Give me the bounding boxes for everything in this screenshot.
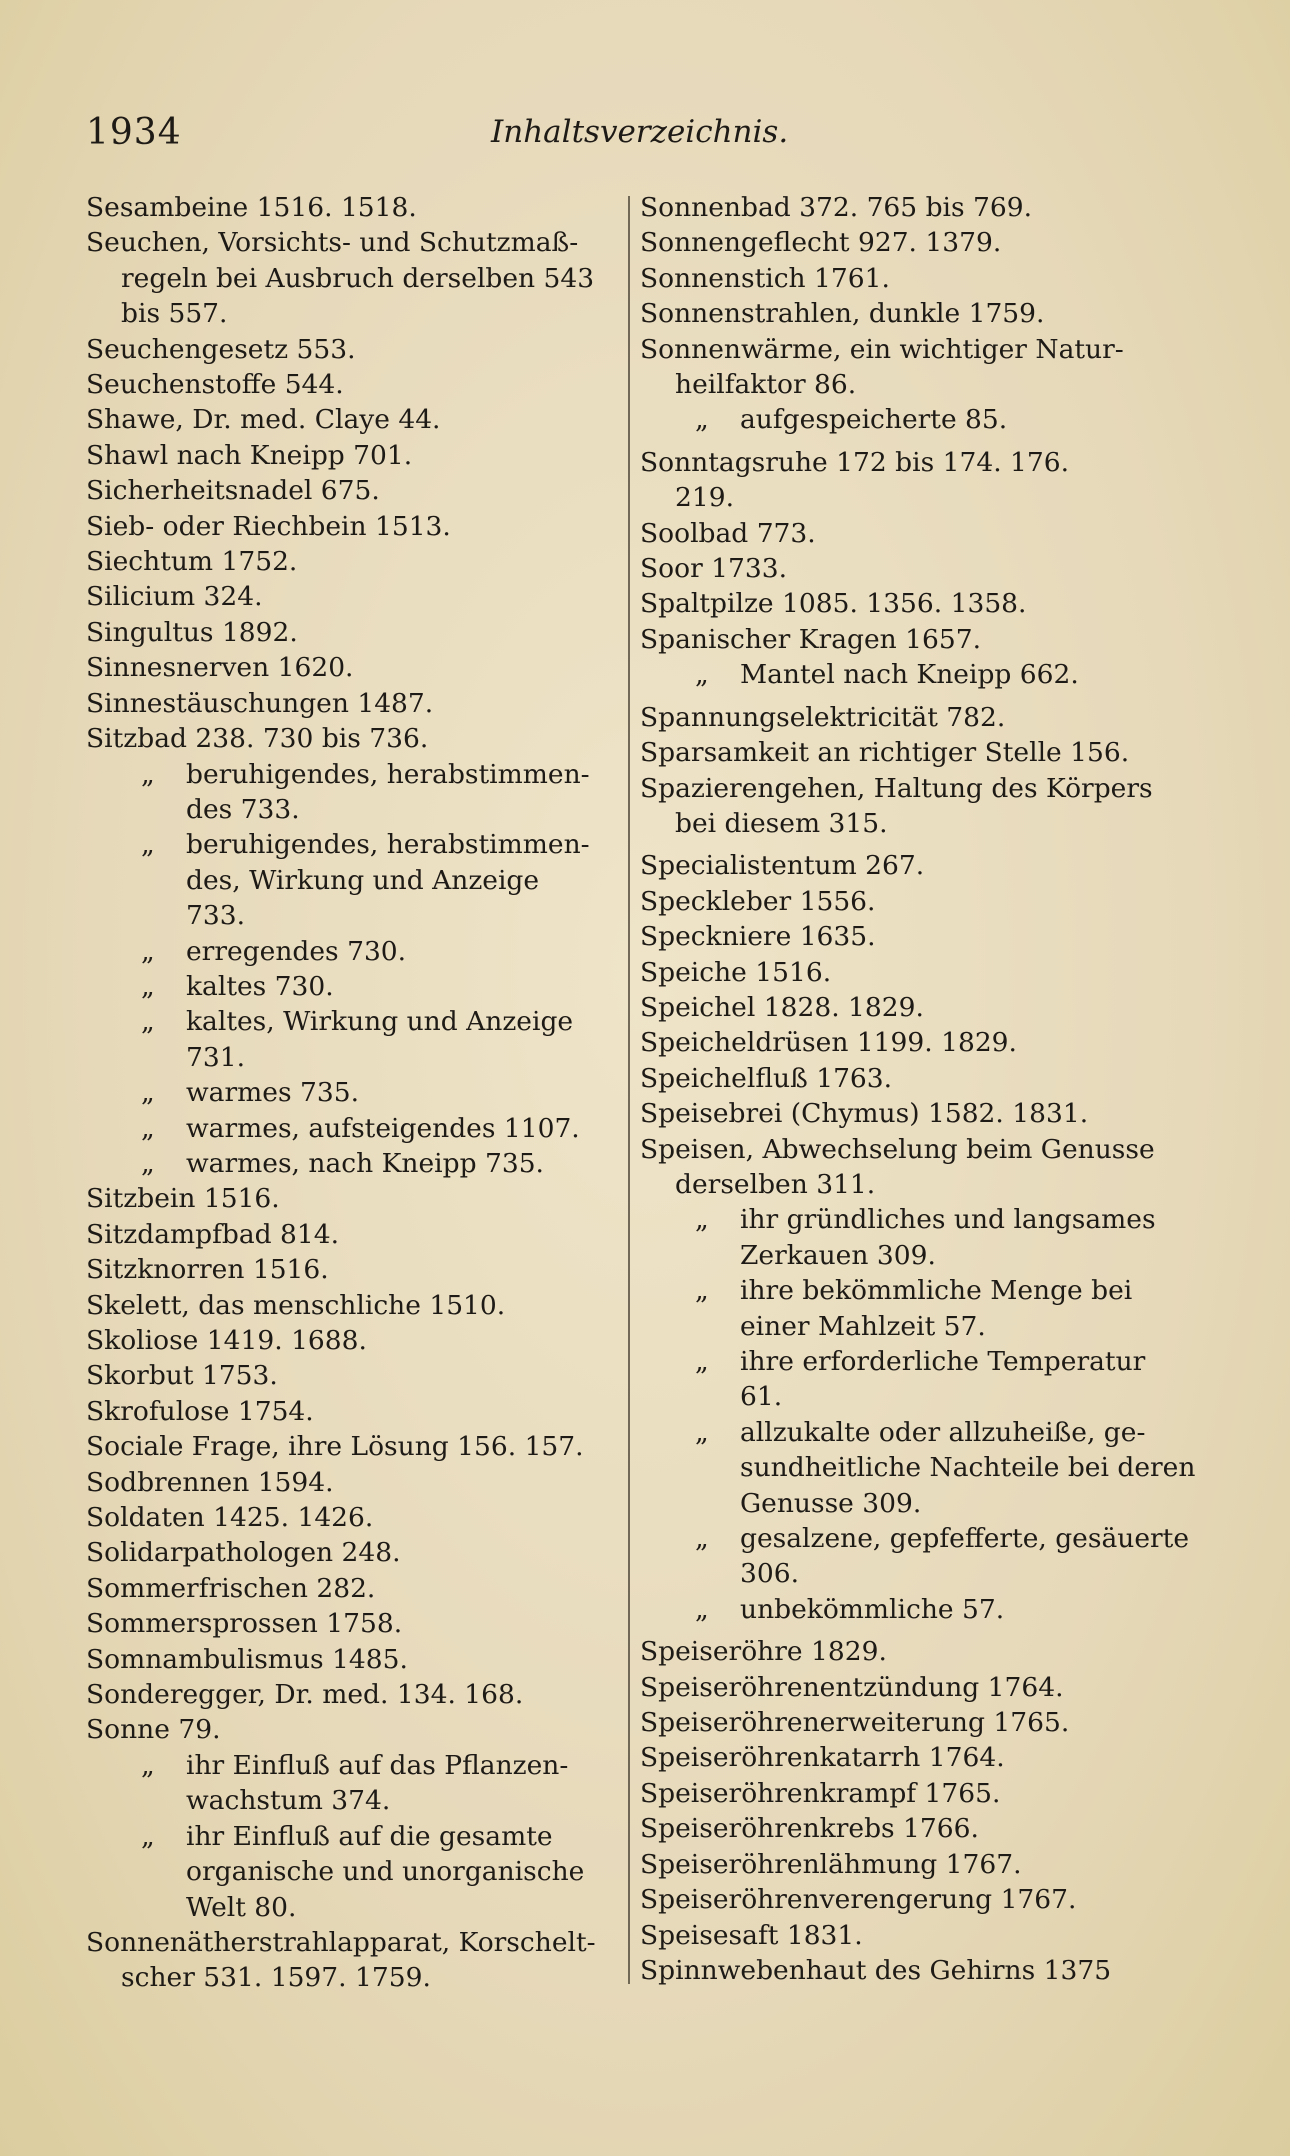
- index-entry: [86, 1040, 616, 1075]
- index-entry: [640, 261, 1175, 296]
- entry-text: Speichelfluß 1763.: [640, 1062, 893, 1094]
- index-entry: [86, 1890, 616, 1925]
- index-entry: [86, 898, 616, 933]
- index-entry: [640, 1918, 1175, 1953]
- entry-text: Sitzbad 238. 730 bis 736.: [86, 723, 429, 755]
- entry-text: Speiseröhrenkrebs 1766.: [640, 1813, 979, 1845]
- index-entry: [640, 1592, 1175, 1627]
- index-entry: [640, 296, 1175, 331]
- entry-text: Speisebrei (Chymus) 1582. 1831.: [640, 1098, 1089, 1130]
- page-header: [86, 112, 1216, 162]
- entry-text: einer Mahlzeit 57.: [740, 1310, 986, 1342]
- entry-text: Sonnenbad 372. 765 bis 769.: [640, 192, 1033, 223]
- entry-text: Speisesaft 1831.: [640, 1919, 863, 1951]
- entry-text: 219.: [675, 482, 735, 514]
- entry-text: Sonnengeflecht 927. 1379.: [640, 227, 1002, 259]
- index-entry: [86, 1925, 616, 1960]
- entry-text: gesalzene, gepfefferte, gesäuerte: [740, 1523, 1190, 1555]
- index-entry: [640, 955, 1175, 990]
- entry-text: Speiche 1516.: [640, 956, 832, 988]
- entry-text: aufgespeicherte 85.: [740, 404, 1008, 436]
- entry-gap: [640, 438, 1175, 445]
- index-entry: [640, 190, 1175, 225]
- entry-text: Soor 1733.: [640, 553, 788, 585]
- entry-text: Spazierengehen, Haltung des Körpers: [640, 772, 1153, 804]
- entry-text: Spannungselektricität 782.: [640, 701, 1006, 733]
- index-entry: [640, 657, 1175, 692]
- entry-text: Somnambulismus 1485.: [86, 1643, 408, 1675]
- entry-text: Soolbad 773.: [640, 517, 816, 549]
- index-entry: [86, 296, 616, 331]
- index-entry: [86, 1783, 616, 1818]
- entry-text: Speiseröhre 1829.: [640, 1636, 887, 1668]
- index-entry: [86, 1819, 616, 1854]
- index-entry: [640, 1847, 1175, 1882]
- entry-text: Spinnwebenhaut des Gehirns 1375: [640, 1954, 1112, 1986]
- entry-text: Speiseröhrenkatarrh 1764.: [640, 1742, 1005, 1774]
- entry-text: Specialistentum 267.: [640, 850, 925, 882]
- index-entry: [86, 1358, 616, 1393]
- entry-text: Welt 80.: [186, 1891, 297, 1923]
- index-entry: [86, 1535, 616, 1570]
- ditto-mark: „: [141, 935, 155, 967]
- entry-text: Sitzknorren 1516.: [86, 1254, 329, 1286]
- index-column-left: [86, 190, 616, 1996]
- index-entry: [86, 1500, 616, 1535]
- entry-text: Solidarpathologen 248.: [86, 1537, 401, 1569]
- entry-gap: [640, 693, 1175, 700]
- index-entry: [86, 863, 616, 898]
- entry-text: allzukalte oder allzuheiße, ge-: [740, 1416, 1146, 1448]
- entry-text: Sodbrennen 1594.: [86, 1466, 334, 1498]
- ditto-mark: „: [141, 1006, 155, 1038]
- entry-text: Sitzdampfbad 814.: [86, 1218, 340, 1250]
- index-entry: [640, 1882, 1175, 1917]
- index-entry: [640, 1415, 1175, 1450]
- ditto-mark: „: [141, 1112, 155, 1144]
- entry-text: Speisen, Abwechselung beim Genusse: [640, 1133, 1155, 1165]
- index-entry: [86, 1465, 616, 1500]
- entry-text: Sicherheitsnadel 675.: [86, 475, 380, 507]
- entry-text: Sonnenwärme, ein wichtiger Natur-: [640, 333, 1124, 365]
- entry-text: Seuchenstoffe 544.: [86, 369, 344, 401]
- entry-text: Spaltpilze 1085. 1356. 1358.: [640, 588, 1027, 620]
- index-entry: [86, 1712, 616, 1747]
- entry-text: Speichel 1828. 1829.: [640, 991, 924, 1023]
- entry-text: Sommerfrischen 282.: [86, 1572, 376, 1604]
- index-entry: [640, 1705, 1175, 1740]
- index-column-right: [640, 190, 1196, 1988]
- entry-text: Sparsamkeit an richtiger Stelle 156.: [640, 737, 1130, 769]
- index-entry: [86, 650, 616, 685]
- index-entry: [640, 1096, 1175, 1131]
- entry-text: Sinnestäuschungen 1487.: [86, 687, 434, 719]
- index-entry: [86, 1288, 616, 1323]
- entry-text: Skoliose 1419. 1688.: [86, 1325, 367, 1356]
- index-entry: [86, 1748, 616, 1783]
- index-entry: [86, 1075, 616, 1110]
- index-entry: [640, 402, 1175, 437]
- index-entry: [86, 1642, 616, 1677]
- entry-text: Sieb- oder Riechbein 1513.: [86, 510, 451, 542]
- entry-text: Silicium 324.: [86, 581, 263, 613]
- index-entry: [86, 757, 616, 792]
- index-entry: [86, 615, 616, 650]
- index-entry: [86, 969, 616, 1004]
- entry-text: Sitzbein 1516.: [86, 1183, 280, 1215]
- entry-text: beruhigendes, herabstimmen-: [186, 758, 590, 790]
- index-entry: [86, 1252, 616, 1287]
- entry-text: des, Wirkung und Anzeige: [186, 864, 540, 896]
- entry-text: Sesambeine 1516. 1518.: [86, 192, 417, 223]
- index-entry: [86, 1323, 616, 1358]
- index-entry: [640, 700, 1175, 735]
- entry-text: Sommersprossen 1758.: [86, 1608, 403, 1640]
- index-entry: [86, 1181, 616, 1216]
- ditto-mark: „: [141, 1147, 155, 1179]
- index-entry: [640, 480, 1175, 515]
- index-entry: [640, 1670, 1175, 1705]
- index-entry: [640, 516, 1175, 551]
- index-entry: [640, 1309, 1175, 1344]
- entry-text: 61.: [740, 1381, 783, 1413]
- index-entry: [86, 438, 616, 473]
- ditto-mark: „: [141, 1077, 155, 1109]
- index-entry: [640, 1202, 1175, 1237]
- index-entry: [86, 1854, 616, 1889]
- ditto-mark: „: [141, 829, 155, 861]
- index-entry: [86, 1004, 616, 1039]
- entry-text: Sonntagsruhe 172 bis 174. 176.: [640, 446, 1070, 478]
- entry-text: Mantel nach Kneipp 662.: [740, 659, 1079, 691]
- index-entry: [86, 1111, 616, 1146]
- index-entry: [640, 806, 1175, 841]
- entry-text: Skelett, das menschliche 1510.: [86, 1289, 506, 1321]
- entry-text: Speiseröhrenkrampf 1765.: [640, 1777, 1001, 1809]
- entry-text: 306.: [740, 1558, 800, 1590]
- index-entry: [86, 1960, 616, 1995]
- entry-text: ihr gründliches und langsames: [740, 1204, 1156, 1236]
- entry-text: kaltes 730.: [186, 970, 334, 1002]
- ditto-mark: „: [141, 1820, 155, 1852]
- entry-text: Speiseröhrenverengerung 1767.: [640, 1884, 1077, 1916]
- index-entry: [640, 884, 1175, 919]
- entry-text: bei diesem 315.: [675, 807, 888, 839]
- entry-text: sundheitliche Nachteile bei deren: [740, 1452, 1196, 1484]
- entry-text: erregendes 730.: [186, 935, 407, 967]
- entry-text: 731.: [186, 1041, 246, 1073]
- entry-text: ihre bekömmliche Menge bei: [740, 1275, 1133, 1307]
- entry-text: warmes 735.: [186, 1077, 359, 1109]
- ditto-mark: „: [695, 659, 709, 691]
- entry-text: Soldaten 1425. 1426.: [86, 1502, 374, 1534]
- index-entry: [640, 367, 1175, 402]
- entry-text: Seuchengesetz 553.: [86, 333, 356, 365]
- index-entry: [86, 402, 616, 437]
- entry-text: Sonnenstich 1761.: [640, 262, 890, 294]
- entry-text: Shawe, Dr. med. Claye 44.: [86, 404, 441, 436]
- index-entry: [86, 721, 616, 756]
- entry-text: Siechtum 1752.: [86, 546, 298, 578]
- index-entry: [640, 445, 1175, 480]
- ditto-mark: „: [695, 1523, 709, 1555]
- entry-text: Sonne 79.: [86, 1714, 221, 1746]
- entry-text: wachstum 374.: [186, 1785, 391, 1817]
- index-entry: [86, 473, 616, 508]
- entry-text: beruhigendes, herabstimmen-: [186, 829, 590, 861]
- ditto-mark: „: [141, 758, 155, 790]
- index-entry: [640, 1740, 1175, 1775]
- entry-text: Sociale Frage, ihre Lösung 156. 157.: [86, 1431, 584, 1463]
- ditto-mark: „: [695, 1275, 709, 1307]
- ditto-mark: „: [695, 1204, 709, 1236]
- index-entry: [640, 1273, 1175, 1308]
- index-entry: [86, 1217, 616, 1252]
- index-entry: [640, 1379, 1175, 1414]
- column-divider: [628, 196, 630, 1984]
- index-entry: [86, 792, 616, 827]
- entry-text: heilfaktor 86.: [675, 369, 857, 401]
- entry-text: 733.: [186, 900, 246, 932]
- index-entry: [640, 1486, 1175, 1521]
- entry-text: Sonnenätherstrahlapparat, Korschelt-: [86, 1926, 596, 1958]
- entry-text: Speckniere 1635.: [640, 921, 876, 953]
- index-entry: [86, 544, 616, 579]
- entry-text: ihre erforderliche Temperatur: [740, 1346, 1146, 1377]
- index-entry: [640, 848, 1175, 883]
- entry-text: Speckleber 1556.: [640, 885, 876, 917]
- entry-text: ihr Einfluß auf die gesamte: [186, 1820, 553, 1852]
- entry-text: Speiseröhrenentzündung 1764.: [640, 1671, 1064, 1703]
- index-entry: [640, 1238, 1175, 1273]
- entry-text: organische und unorganische: [186, 1856, 585, 1888]
- page-number: 1934: [86, 112, 182, 153]
- entry-text: regeln bei Ausbruch derselben 543: [121, 262, 595, 294]
- entry-text: scher 531. 1597. 1759.: [121, 1962, 431, 1994]
- index-entry: [86, 1677, 616, 1712]
- index-entry: [86, 367, 616, 402]
- index-entry: [640, 735, 1175, 770]
- index-entry: [640, 1167, 1175, 1202]
- index-entry: [640, 1953, 1175, 1988]
- entry-text: Shawl nach Kneipp 701.: [86, 439, 413, 471]
- index-entry: [640, 1811, 1175, 1846]
- index-entry: [640, 1061, 1175, 1096]
- index-entry: [86, 934, 616, 969]
- ditto-mark: „: [695, 1346, 709, 1377]
- index-entry: [640, 1450, 1196, 1485]
- entry-gap: [640, 1627, 1175, 1634]
- index-entry: [640, 1132, 1175, 1167]
- index-entry: [640, 622, 1175, 657]
- entry-text: des 733.: [186, 793, 300, 825]
- entry-text: warmes, nach Kneipp 735.: [186, 1147, 544, 1179]
- entry-text: warmes, aufsteigendes 1107.: [186, 1112, 580, 1144]
- ditto-mark: „: [695, 404, 709, 436]
- index-entry: [640, 1634, 1175, 1669]
- index-entry: [640, 225, 1175, 260]
- entry-text: Genusse 309.: [740, 1487, 922, 1519]
- index-entry: [86, 1571, 616, 1606]
- index-entry: [640, 551, 1175, 586]
- index-entry: [86, 1146, 616, 1181]
- index-entry: [640, 1025, 1175, 1060]
- entry-text: Speicheldrüsen 1199. 1829.: [640, 1027, 1017, 1059]
- entry-text: Singultus 1892.: [86, 616, 298, 648]
- entry-text: ihr Einfluß auf das Pflanzen-: [186, 1749, 569, 1781]
- index-entry: [640, 1521, 1190, 1556]
- index-entry: [640, 1776, 1175, 1811]
- entry-gap: [640, 841, 1175, 848]
- index-entry: [86, 1606, 616, 1641]
- entry-text: Skorbut 1753.: [86, 1360, 278, 1392]
- entry-text: unbekömmliche 57.: [740, 1593, 1005, 1625]
- index-entry: [86, 509, 616, 544]
- ditto-mark: „: [141, 1749, 155, 1781]
- entry-text: Sonderegger, Dr. med. 134. 168.: [86, 1679, 524, 1711]
- index-entry: [640, 990, 1175, 1025]
- entry-text: Speiseröhrenlähmung 1767.: [640, 1848, 1022, 1880]
- entry-text: Skrofulose 1754.: [86, 1395, 314, 1427]
- index-entry: [86, 686, 616, 721]
- ditto-mark: „: [141, 970, 155, 1002]
- index-entry: [86, 1429, 616, 1464]
- index-entry: [86, 190, 616, 225]
- entry-text: bis 557.: [121, 298, 228, 330]
- index-entry: [640, 919, 1175, 954]
- index-entry: [640, 771, 1175, 806]
- index-entry: [640, 1344, 1175, 1379]
- entry-text: Sinnesnerven 1620.: [86, 652, 354, 684]
- running-title: Inhaltsverzeichnis.: [491, 114, 789, 150]
- index-entry: [640, 332, 1175, 367]
- entry-text: Spanischer Kragen 1657.: [640, 623, 982, 655]
- index-entry: [86, 827, 616, 862]
- ditto-mark: „: [695, 1593, 709, 1625]
- index-entry: [86, 332, 616, 367]
- index-entry: [86, 261, 616, 296]
- entry-text: kaltes, Wirkung und Anzeige: [186, 1006, 574, 1038]
- index-entry: [86, 225, 616, 260]
- index-entry: [86, 579, 616, 614]
- index-entry: [640, 1556, 1175, 1591]
- entry-text: Seuchen, Vorsichts- und Schutzmaß-: [86, 227, 579, 259]
- index-entry: [86, 1394, 616, 1429]
- entry-text: Sonnenstrahlen, dunkle 1759.: [640, 298, 1045, 330]
- entry-text: Zerkauen 309.: [740, 1239, 936, 1271]
- entry-text: Speiseröhrenerweiterung 1765.: [640, 1707, 1070, 1739]
- index-entry: [640, 586, 1175, 621]
- ditto-mark: „: [695, 1416, 709, 1448]
- entry-text: derselben 311.: [675, 1168, 876, 1200]
